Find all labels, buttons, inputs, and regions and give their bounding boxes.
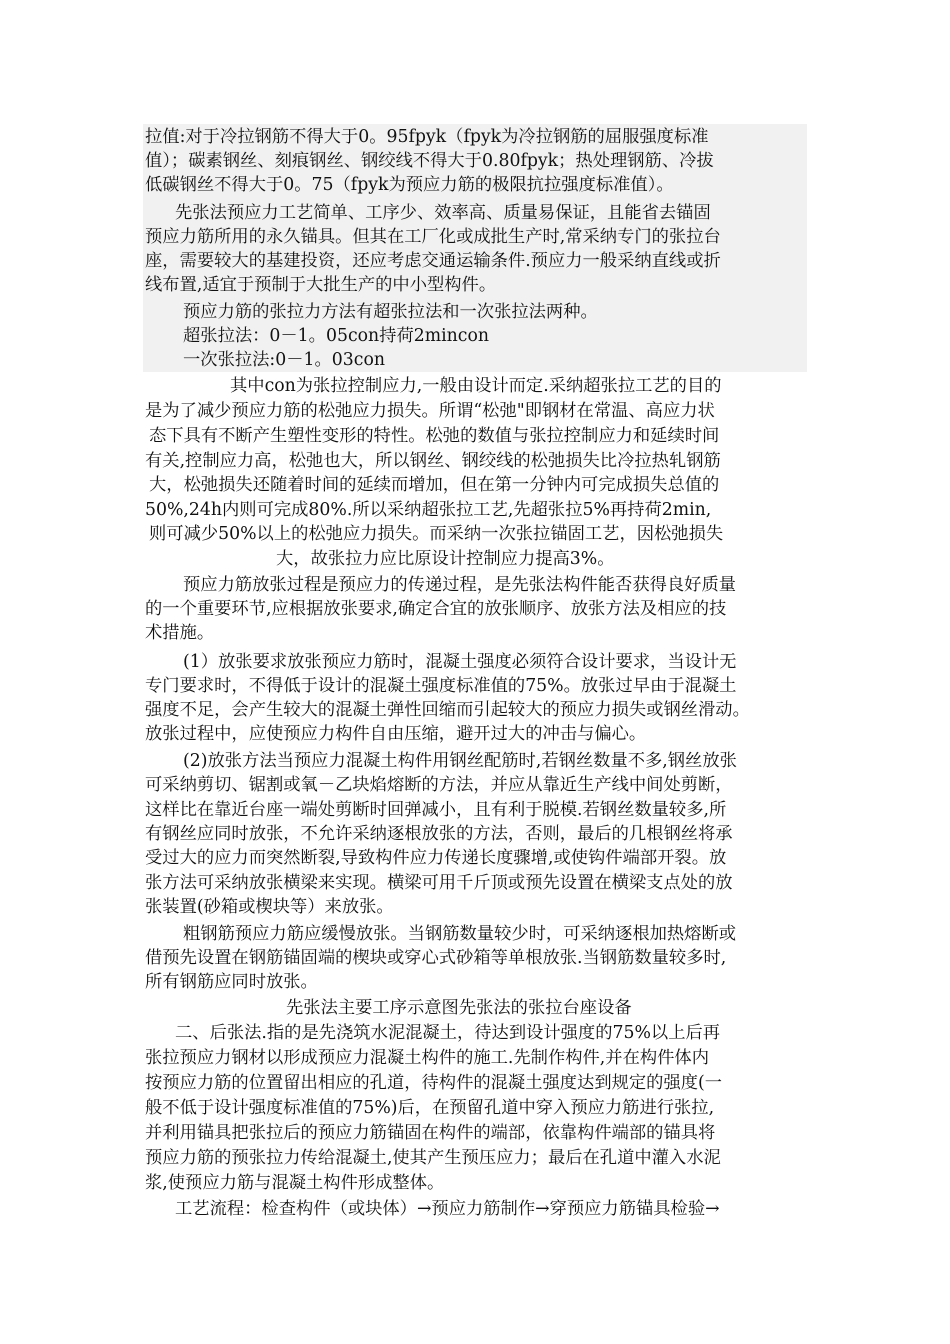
text-line: 强度不足，会产生较大的混凝土弹性回缩而引起较大的预应力损失或钢丝滑动。	[145, 700, 750, 720]
text-line: 工艺流程：检查构件（或块体）→预应力筋制作→穿预应力筋锚具检验→	[175, 1199, 720, 1219]
text-line: 先张法预应力工艺简单、工序少、效率高、质量易保证，且能省去锚固	[175, 203, 711, 223]
text-line: 其中con为张拉控制应力,一般由设计而定.采纳超张拉工艺的目的	[230, 376, 722, 396]
text-line: 则可减少50%以上的松弛应力损失。而采纳一次张拉锚固工艺，因松弛损失	[149, 524, 724, 544]
text-line: 二、后张法.指的是先浇筑水泥混凝土，待达到设计强度的75%以上后再	[175, 1023, 721, 1043]
text-line: 线布置,适宜于预制于大批生产的中小型构件。	[145, 275, 497, 295]
text-line: 所有钢筋应同时放张。	[145, 972, 318, 992]
text-line: 借预先设置在钢筋锚固端的楔块或穿心式砂箱等单根放张.当钢筋数量较多时,	[145, 948, 727, 968]
text-line: 张拉预应力钢材以形成预应力混凝土构件的施工.先制作构件,并在构件体内	[145, 1048, 709, 1068]
text-line: 预应力筋放张过程是预应力的传递过程，是先张法构件能否获得良好质量	[183, 575, 737, 595]
text-line: 术措施。	[145, 623, 215, 643]
text-line: 专门要求时，不得低于设计的混凝土强度标准值的75%。放张过早由于混凝土	[145, 676, 737, 696]
text-line: 一次张拉法:0－1。03con	[183, 350, 385, 370]
text-line: 般不低于设计强度标准值的75%)后，在预留孔道中穿入预应力筋进行张拉,	[145, 1098, 715, 1118]
text-line: 张装置(砂箱或楔块等）来放张。	[145, 897, 394, 917]
text-line: 值）；碳素钢丝、刻痕钢丝、钢绞线不得大于0.80fpyk；热处理钢筋、冷拔	[145, 151, 714, 171]
text-line: 浆,使预应力筋与混凝土构件形成整体。	[145, 1173, 445, 1193]
text-line: 有关,控制应力高，松弛也大，所以钢丝、钢绞线的松弛损失比冷拉热轧钢筋	[145, 451, 721, 471]
text-line: 低碳钢丝不得大于0。75（fpyk为预应力筋的极限抗拉强度标准值）。	[145, 175, 674, 195]
text-line: 50%,24h内则可完成80%.所以采纳超张拉工艺,先超张拉5%再持荷2min,	[145, 500, 712, 520]
text-line: 有钢丝应同时放张，不允许采纳逐根放张的方法，否则，最后的几根钢丝将承	[145, 824, 733, 844]
text-line: 的一个重要环节,应根据放张要求,确定合宜的放张顺序、放张方法及相应的技	[145, 599, 727, 619]
text-line: 拉值:对于冷拉钢筋不得大于0。95fpyk（fpyk为冷拉钢筋的屈服强度标准	[145, 127, 709, 147]
text-line: 预应力筋所用的永久锚具。但其在工厂化或成批生产时,常采纳专门的张拉台	[145, 227, 721, 247]
text-line: 粗钢筋预应力筋应缓慢放张。当钢筋数量较少时，可采纳逐根加热熔断或	[183, 924, 737, 944]
text-line: 张方法可采纳放张横梁来实现。横梁可用千斤顶或预先设置在横梁支点处的放	[145, 873, 733, 893]
text-line: (2)放张方法当预应力混凝土构件用钢丝配筋时,若钢丝数量不多,钢丝放张	[183, 751, 737, 771]
text-line: 受过大的应力而突然断裂,导致构件应力传递长度骤增,或使钩件端部开裂。放	[145, 848, 727, 868]
text-line: 态下具有不断产生塑性变形的特性。松弛的数值与张拉控制应力和延续时间	[149, 426, 720, 446]
text-line: 先张法主要工序示意图先张法的张拉台座设备	[286, 998, 632, 1018]
text-line: 座，需要较大的基建投资，还应考虑交通运输条件.预应力一般采纳直线或折	[145, 251, 721, 271]
text-line: 按预应力筋的位置留出相应的孔道，待构件的混凝土强度达到规定的强度(一	[145, 1073, 723, 1093]
text-line: 放张过程中，应使预应力构件自由压缩，避开过大的冲击与偏心。	[145, 724, 647, 744]
text-line: 预应力筋的预张拉力传给混凝土,使其产生预压应力；最后在孔道中灌入水泥	[145, 1148, 721, 1168]
text-line: 这样比在靠近台座一端处剪断时回弹减小，且有利于脱模.若钢丝数量较多,所	[145, 800, 727, 820]
text-line: 大，故张拉力应比原设计控制应力提高3%。	[276, 549, 615, 569]
text-line: 可采纳剪切、锯割或氧－乙块焰熔断的方法，并应从靠近生产线中间处剪断，	[145, 775, 733, 795]
text-line: (1）放张要求放张预应力筋时，混凝土强度必须符合设计要求，当设计无	[183, 652, 737, 672]
text-line: 是为了减少预应力筋的松弛应力损失。所谓“松弛"即钢材在常温、高应力状	[145, 401, 715, 421]
text-line: 并利用锚具把张拉后的预应力筋锚固在构件的端部，依靠构件端部的锚具将	[145, 1123, 716, 1143]
text-line: 预应力筋的张拉力方法有超张拉法和一次张拉法两种。	[183, 302, 598, 322]
text-line: 大，松弛损失还随着时间的延续而增加，但在第一分钟内可完成损失总值的	[149, 475, 720, 495]
text-line: 超张拉法：0－1。05con持荷2mincon	[183, 326, 489, 346]
